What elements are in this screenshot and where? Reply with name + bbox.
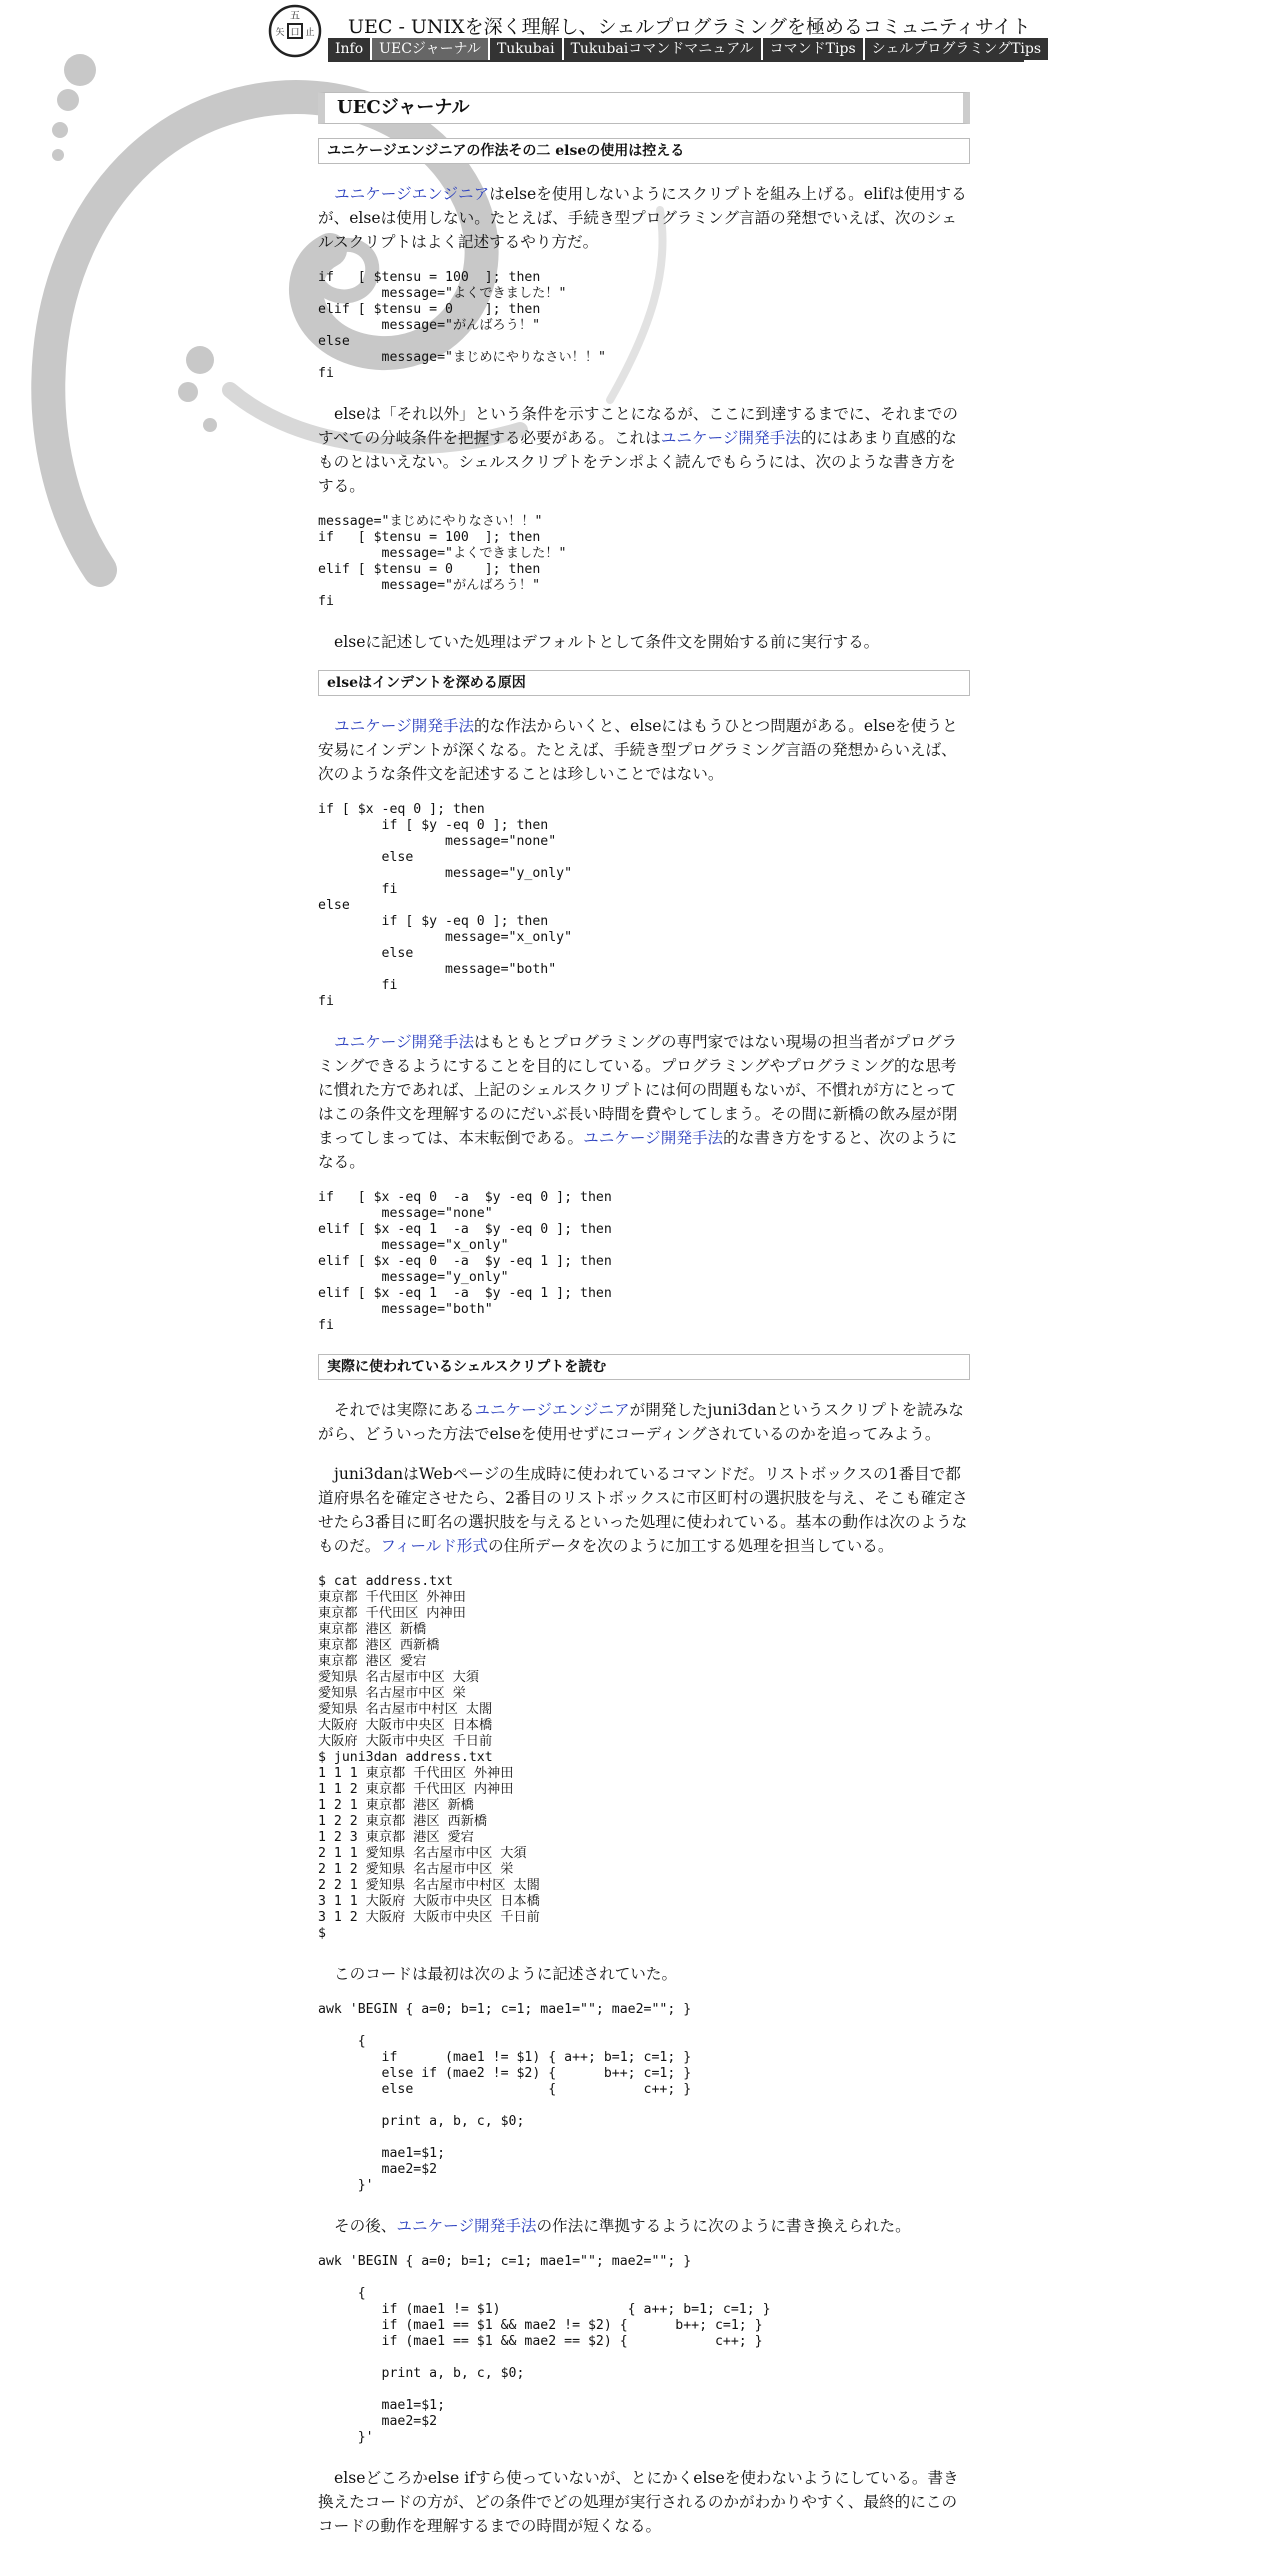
nav-tab-info[interactable]: Info xyxy=(328,38,370,60)
paragraph-text: elseは「それ以外」という条件を示すことになるが、ここに到達するまでに、それまでのすべての分岐条件を把握する必要がある。これは xyxy=(318,405,959,447)
paragraph-text: その後、 xyxy=(334,2217,397,2235)
section-heading-else-indent: elseはインデントを深める原因 xyxy=(318,670,970,696)
code-block: $ cat address.txt 東京都 千代田区 外神田 東京都 千代田区 内神田 東京都 港区 新橋 東京都 港区 西新橋 東京都 港区 愛宕 愛知県 名古屋市中区 大須 愛知県 名古屋市中区 栄 愛知県 名古屋市中村区 太閤 大阪府 大阪市中央区 日本橋 大阪府 大阪市中央区 千日前 $ juni3dan address.txt 1 1 1 東京都 千代田区 外神田 1 1 2 東京都 千代田区 内神田 1 2 1 東京都 港区 新橋 1 2 2 東京都 港区 西新橋 1 2 3 東京都 港区 愛宕 2 1 1 愛知県 名古屋市中区 大須 2 1 2 愛知県 名古屋市中区 栄 2 2 1 愛知県 名古屋市中村区 太閤 3 1 1 大阪府 大阪市中央区 日本橋 3 1 2 大阪府 大阪市中央区 千日前 $ xyxy=(318,1574,540,1941)
paragraph xyxy=(318,1462,970,1558)
site-title[interactable]: UEC - UNIXを深く理解し、シェルプログラミングを極めるコミュニティサイト xyxy=(348,16,1031,38)
paragraph: elseどころかelse ifすら使っていないが、とにかくelseを使わないようにしている。書き換えたコードの方が、どの条件でどの処理が実行されるのかがわかりやすく、最終的にこのコードの動作を理解するまでの時間が短くなる。 xyxy=(318,2469,959,2535)
paragraph-text: 的な書き方をすると、次のようになる。 xyxy=(318,1129,958,1171)
paragraph-text: はもともとプログラミングの専門家ではない現場の担当者がプログラミングできるようにすることを目的にしている。プログラミングやプログラミング的な思考に慣れた方であれば、上記のシェルスクリプトには何の問題もないが、不慣れが方にとってはこの条件文を理解するのにだいぶ長い時間を費やしてしまう。その間に新橋の飲み屋が閉まってしまっては、本末転倒である。 xyxy=(318,1033,958,1147)
code-block: message="まじめにやりなさい！！" if [ $tensu = 100 ]; then message="よくできました！" elif [ $tensu = 0 ]; then message="がんばろう！" fi xyxy=(318,514,567,609)
link-unicage-method[interactable]: ユニケージ開発手法 xyxy=(660,429,801,447)
site-logo[interactable] xyxy=(268,4,322,58)
logo-glyph-right: 止 xyxy=(305,28,315,38)
paragraph-text: が開発したjuni3danというスクリプトを読みながら、どういった方法でelseを使用せずにコーディングされているのかを追ってみよう。 xyxy=(318,1401,964,1443)
paragraph xyxy=(318,402,970,498)
link-unicage-engineer[interactable]: ユニケージエンジニア xyxy=(334,185,490,203)
code-block: awk 'BEGIN { a=0; b=1; c=1; mae1=""; mae2=""; } { if (mae1 != $1) { a++; b=1; c=1; } else if (mae2 != $2) { b++; c=1; } else { c++; } print a, b, c, $0; mae1=$1; mae2=$2 }' xyxy=(318,2002,692,2193)
page-wrapper xyxy=(268,0,1042,2535)
code-block: if [ $tensu = 100 ]; then message="よくできました！" elif [ $tensu = 0 ]; then message="がんばろう！" else message="まじめにやりなさい！！" fi xyxy=(318,270,606,381)
paragraph: elseに記述していた処理はデフォルトとして条件文を開始する前に実行する。 xyxy=(334,633,880,651)
nav-bar xyxy=(328,38,1042,62)
link-unicage-method[interactable]: ユニケージ開発手法 xyxy=(334,1033,475,1051)
logo-glyph-top: 五 xyxy=(290,11,300,22)
nav-tab-tukubai-manual[interactable]: Tukubaiコマンドマニュアル xyxy=(564,38,761,60)
code-block: if [ $x -eq 0 -a $y -eq 0 ]; then message="none" elif [ $x -eq 1 -a $y -eq 0 ]; then message="x_only" elif [ $x -eq 0 -a $y -eq 1 ]; then message="y_only" elif [ $x -eq 1 -a $y -eq 1 ]; then message="both" fi xyxy=(318,1190,612,1333)
section-heading-real-script: 実際に使われているシェルスクリプトを読む xyxy=(318,1354,970,1380)
paragraph-text: juni3danはWebページの生成時に使われているコマンドだ。リストボックスの1番目で都道府県名を確定させたら、2番目のリストボックスに市区町村の選択肢を与え、そこも確定させたら3番目に町名の選択肢を与えるといった処理に使われている。基本の動作は次のようなものだ。 xyxy=(318,1465,968,1555)
link-unicage-method[interactable]: ユニケージ開発手法 xyxy=(334,717,475,735)
paragraph xyxy=(318,1398,970,1446)
logo-glyph-center: 口 xyxy=(290,28,300,38)
paragraph xyxy=(318,182,970,254)
site-header xyxy=(268,0,1042,60)
nav-tab-uec-journal[interactable]: UECジャーナル xyxy=(372,38,488,60)
paragraph xyxy=(318,714,970,786)
paragraph-text: の作法に準拠するように次のように書き換えられた。 xyxy=(536,2217,911,2235)
link-unicage-method[interactable]: ユニケージ開発手法 xyxy=(396,2217,537,2235)
page-title: UECジャーナル xyxy=(318,92,970,124)
paragraph: このコードは最初は次のように記述されていた。 xyxy=(334,1965,678,1983)
code-block: if [ $x -eq 0 ]; then if [ $y -eq 0 ]; then message="none" else message="y_only" fi else if [ $y -eq 0 ]; then message="x_only" else message="both" fi fi xyxy=(318,802,573,1009)
paragraph-text: の住所データを次のように加工する処理を担当している。 xyxy=(488,1537,894,1555)
section-heading-else-usage: ユニケージエンジニアの作法その二 elseの使用は控える xyxy=(318,138,970,164)
link-unicage-engineer[interactable]: ユニケージエンジニア xyxy=(474,1401,630,1419)
paragraph-text: それでは実際にある xyxy=(334,1401,475,1419)
nav-tab-shell-tips[interactable]: シェルプログラミングTips xyxy=(865,38,1048,60)
main-content xyxy=(318,92,970,2554)
paragraph-text: はelseを使用しないようにスクリプトを組み上げる。elifは使用するが、elseは使用しない。たとえば、手続き型プログラミング言語の発想でいえば、次のシェルスクリプトはよく記述するやり方だ。 xyxy=(318,185,967,251)
code-block: awk 'BEGIN { a=0; b=1; c=1; mae1=""; mae2=""; } { if (mae1 != $1) { a++; b=1; c=1; } if (mae1 == $1 && mae2 != $2) { b++; c=1; } if (mae1 == $1 && mae2 == $2) { c++; } print a, b, c, $0; mae1=$1; mae2=$2 }' xyxy=(318,2254,771,2445)
nav-tab-tukubai[interactable]: Tukubai xyxy=(490,38,562,60)
paragraph xyxy=(318,2214,970,2238)
nav-tab-command-tips[interactable]: コマンドTips xyxy=(763,38,863,60)
paragraph-text: 的にはあまり直感的なものとはいえない。シェルスクリプトをテンポよく読んでもらうには、次のような書き方をする。 xyxy=(318,429,957,495)
logo-glyph-left: 矢 xyxy=(275,28,285,38)
paragraph-text: 的な作法からいくと、elseにはもうひとつ問題がある。elseを使うと安易にインデントが深くなる。たとえば、手続き型プログラミング言語の発想からいえば、次のような条件文を記述することは珍しいことではない。 xyxy=(318,717,958,783)
paragraph xyxy=(318,1030,970,1174)
link-unicage-method[interactable]: ユニケージ開発手法 xyxy=(583,1129,724,1147)
link-field-format[interactable]: フィールド形式 xyxy=(380,1537,488,1555)
